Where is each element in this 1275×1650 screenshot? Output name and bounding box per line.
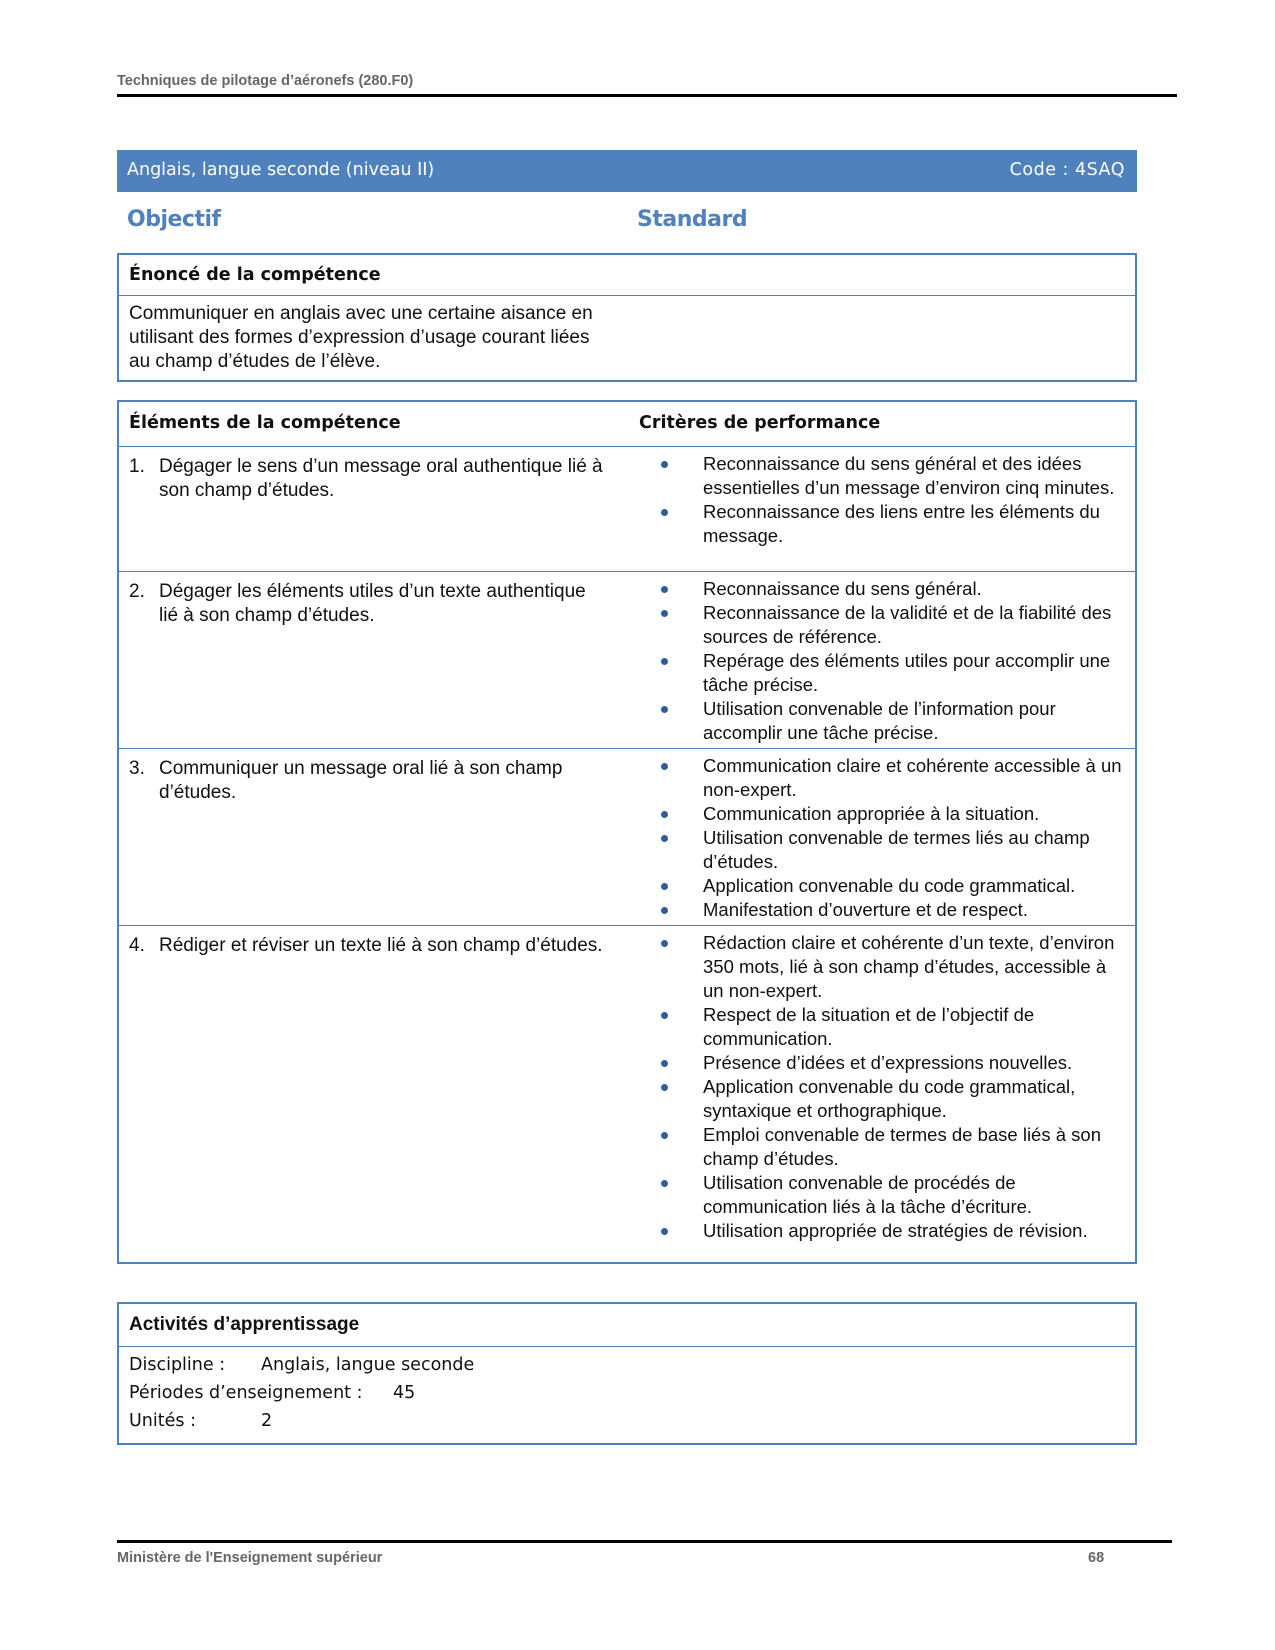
competence-row: [119, 447, 1135, 572]
unites-label: Unités :: [129, 1411, 196, 1431]
criteria-text: Reconnaissance du sens général et des idées essentielles d’un message d’environ cinq minutes.: [703, 453, 1115, 498]
element-number: 4.: [129, 935, 145, 956]
footer-ministry: Ministère de l'Enseignement supérieur: [117, 1550, 383, 1566]
criteria-text: Manifestation d’ouverture et de respect.: [703, 899, 1028, 920]
competence-rows: [119, 447, 1135, 1262]
element-number: 3.: [129, 758, 145, 779]
criteria-text: Utilisation convenable de l’information pour accomplir une tâche précise.: [703, 698, 1056, 743]
element-text: Dégager les éléments utiles d’un texte authentique lié à son champ d’études.: [159, 581, 586, 626]
bullet-icon: [661, 1084, 668, 1091]
periodes-value: 45: [393, 1383, 416, 1403]
criteria-item: [639, 754, 1127, 802]
bullet-icon: [661, 586, 668, 593]
enonce-heading: Énoncé de la compétence: [119, 255, 1135, 296]
criteria-item: [639, 601, 1127, 649]
periodes-line: [129, 1379, 1125, 1407]
criteria-text: Application convenable du code grammatical.: [703, 875, 1076, 896]
course-name: Anglais, langue seconde (niveau II): [127, 160, 435, 180]
bullet-icon: [661, 835, 668, 842]
discipline-label: Discipline :: [129, 1355, 226, 1375]
bullet-icon: [661, 1180, 668, 1187]
competence-row: [119, 572, 1135, 749]
criteria-item: [639, 500, 1127, 548]
criteria-item: [639, 1003, 1127, 1051]
criteria-text: Repérage des éléments utiles pour accomplir une tâche précise.: [703, 650, 1111, 695]
criteria-text: Utilisation convenable de termes liés au champ d’études.: [703, 827, 1090, 872]
criteria-item: [639, 649, 1127, 697]
bullet-icon: [661, 907, 668, 914]
criteria-item: [639, 802, 1127, 826]
section-standard: Standard: [637, 207, 748, 232]
criteria-item: [639, 697, 1127, 745]
activites-heading: Activités d’apprentissage: [119, 1304, 1135, 1347]
elements-heading: Éléments de la compétence: [129, 413, 401, 433]
element-number: 1.: [129, 456, 145, 477]
course-code: Code : 4SAQ: [1009, 160, 1125, 180]
criteria-text: Rédaction claire et cohérente d’un texte, d’environ 350 mots, lié à son champ d’études, accessible à un non-expert.: [703, 932, 1115, 1001]
criteria-item: [639, 452, 1127, 500]
criteria-heading: Critères de performance: [639, 413, 881, 433]
competence-element: [129, 934, 609, 958]
criteria-item: [639, 931, 1127, 1003]
competence-element: [129, 757, 609, 805]
criteria-text: Reconnaissance du sens général.: [703, 578, 982, 599]
footer-page-number: 68: [1088, 1550, 1105, 1566]
bullet-icon: [661, 1012, 668, 1019]
criteria-item: [639, 1219, 1127, 1243]
criteria-item: [639, 874, 1127, 898]
element-number: 2.: [129, 581, 145, 602]
enonce-text-content: Communiquer en anglais avec une certaine aisance en utilisant des formes d’expression d’usage courant liées au champ d’études de l’élève.: [129, 303, 593, 372]
bullet-icon: [661, 940, 668, 947]
bullet-icon: [661, 610, 668, 617]
criteria-item: [639, 577, 1127, 601]
element-text: Communiquer un message oral lié à son champ d’études.: [159, 758, 563, 803]
unites-line: [129, 1407, 1125, 1435]
criteria-item: [639, 826, 1127, 874]
criteria-item: [639, 1171, 1127, 1219]
unites-value: 2: [261, 1411, 273, 1431]
criteria-list: [639, 749, 1135, 925]
bullet-icon: [661, 883, 668, 890]
criteria-text: Présence d’idées et d’expressions nouvelles.: [703, 1052, 1073, 1073]
bullet-icon: [661, 461, 668, 468]
competence-row: [119, 749, 1135, 926]
bullet-icon: [661, 1228, 668, 1235]
criteria-item: [639, 898, 1127, 922]
bullet-icon: [661, 658, 668, 665]
criteria-text: Reconnaissance des liens entre les éléments du message.: [703, 501, 1100, 546]
element-text: Rédiger et réviser un texte lié à son champ d’études.: [159, 935, 603, 956]
section-objectif: Objectif: [127, 207, 221, 232]
discipline-line: [129, 1351, 1125, 1379]
bullet-icon: [661, 509, 668, 516]
competence-table-header: [119, 402, 1135, 447]
criteria-list: [639, 572, 1135, 748]
footer-rule: [117, 1540, 1172, 1543]
bullet-icon: [661, 763, 668, 770]
criteria-item: [639, 1075, 1127, 1123]
criteria-text: Utilisation convenable de procédés de communication liés à la tâche d’écriture.: [703, 1172, 1033, 1217]
bullet-icon: [661, 706, 668, 713]
competence-element: [129, 580, 609, 628]
bullet-icon: [661, 1132, 668, 1139]
competence-table: [117, 400, 1137, 1264]
periodes-label: Périodes d’enseignement :: [129, 1383, 363, 1403]
criteria-item: [639, 1051, 1127, 1075]
activites-box: [117, 1302, 1137, 1445]
bullet-icon: [661, 1060, 668, 1067]
activites-body: [119, 1347, 1135, 1443]
discipline-value: Anglais, langue seconde: [261, 1355, 475, 1375]
element-text: Dégager le sens d’un message oral authentique lié à son champ d’études.: [159, 456, 603, 501]
header-rule: [117, 94, 1177, 97]
criteria-text: Application convenable du code grammatical, syntaxique et orthographique.: [703, 1076, 1076, 1121]
document-header-title: Techniques de pilotage d’aéronefs (280.F0): [117, 73, 414, 89]
course-title-bar: [117, 150, 1137, 192]
criteria-text: Reconnaissance de la validité et de la fiabilité des sources de référence.: [703, 602, 1112, 647]
criteria-text: Respect de la situation et de l’objectif de communication.: [703, 1004, 1035, 1049]
criteria-text: Utilisation appropriée de stratégies de révision.: [703, 1220, 1088, 1241]
competence-element: [129, 455, 609, 503]
criteria-list: [639, 447, 1135, 551]
criteria-item: [639, 1123, 1127, 1171]
competence-row: [119, 926, 1135, 1262]
enonce-box: [117, 253, 1137, 382]
criteria-text: Communication claire et cohérente accessible à un non-expert.: [703, 755, 1122, 800]
criteria-text: Communication appropriée à la situation.: [703, 803, 1040, 824]
bullet-icon: [661, 811, 668, 818]
criteria-text: Emploi convenable de termes de base liés à son champ d’études.: [703, 1124, 1101, 1169]
criteria-list: [639, 926, 1135, 1246]
enonce-text: [119, 296, 619, 380]
